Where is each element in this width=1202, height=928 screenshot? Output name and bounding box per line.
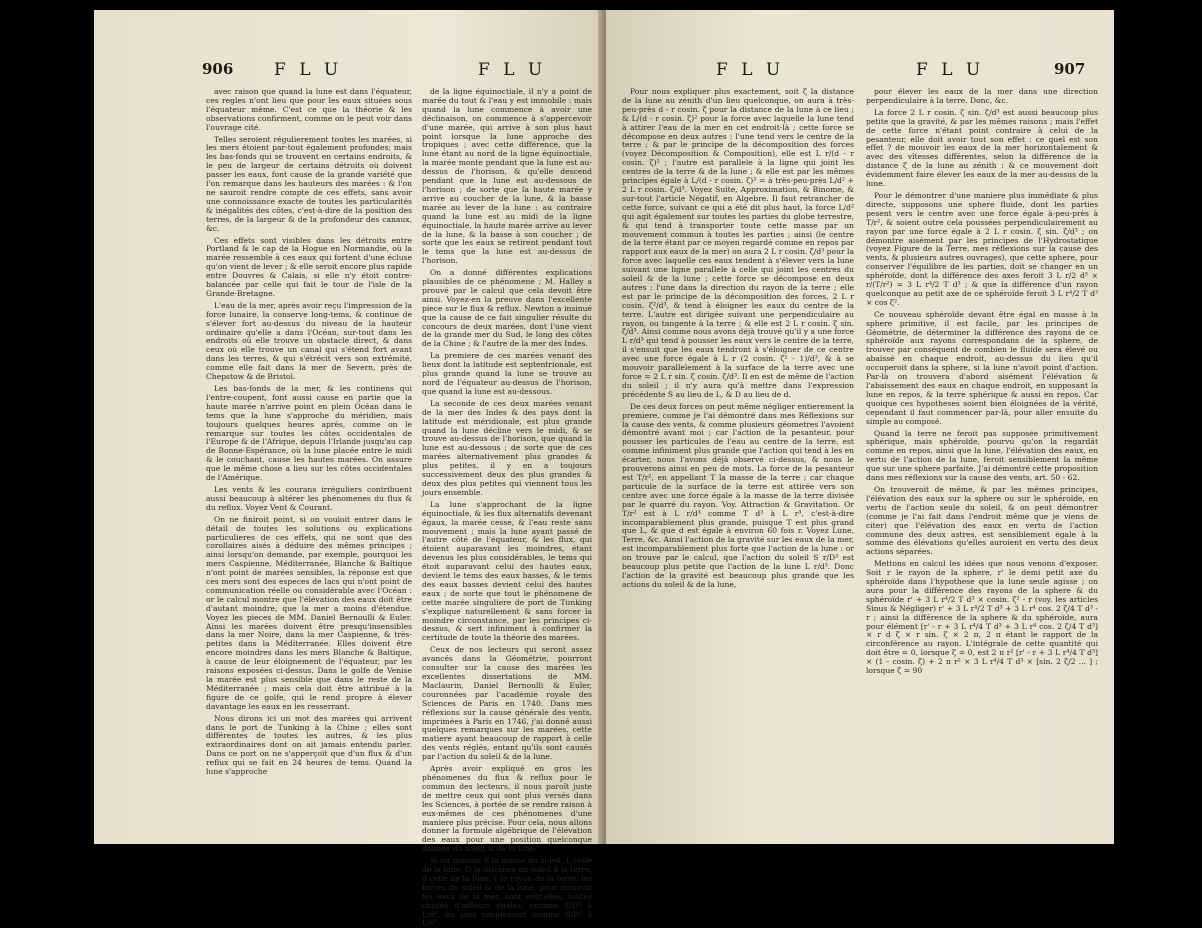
paragraph: Telles seroient régulierement toutes les marées, si les mers étoient par-tout également profondes; mais les bas-fonds qui se trouvent en certains endroits, & le peu de largeur de certains détroits où doivent passer les eaux, font cause de la grande variété que l'on remarque dans les hauteurs des marées : & l'on ne sauroit rendre compte de ces effets, sans avoir une connoissance exacte de toutes les particularités & inégalités des côtes, c'est-à-dire de la position des terres, de la largeur & de la profondeur des canaux, &c.	[206, 134, 412, 233]
paragraph: Ceux de nos lecteurs qui seront assez avancés dans la Géométrie, pourront consulter sur la cause des marées les excellentes dissertations de MM. Maclaurin, Daniel Bernoulli & Euler, couronnées par l'académie royale des Sciences de Paris en 1740. Dans mes réflexions sur la cause générale des vents, imprimées à Paris en 1746, j'ai donné aussi quelques remarques sur les marées, cette matiere ayant beaucoup de rapport à celle des vents réglés, entant qu'ils sont causés par l'action du soleil & de la lune.	[422, 645, 592, 762]
paragraph: Pour le démontrer d'une maniere plus immédiate & plus directe, supposons une sphere fluide, dont les parties pesent vers le centre avec une force égale à-peu-près à T/r², & soient outre cela poussées perpendiculairement au rayon par une force égale à 2 L r cosin. ζ sin. ζ/d³ ; on démontre aisément par les principes de l'Hydrostatique (voyez Figure de la Terre, mes réflexions sur la cause des vents, & plusieurs autres ouvrages), que cette sphere, pour conserver l'équilibre de les parties, doit se changer en un sphéroïde, dont la différence des axes feroit 3 L r/2 d³ × r/(T/r²) = 3 L r⁴/2 T d³ ; & que la différence d'un rayon quelconque au petit axe de ce sphéroïde feroit 3 L r⁴/2 T d³ × cos ζ².	[866, 190, 1098, 307]
paragraph: Ces effets sont visibles dans les détroits entre Portland & le cap de la Hogue en Normandie, où la marée ressemble à ces eaux qui fortent d'une écluse qu'on vient de lever ; & elle seroit encore plus rapide entre Douvres & Calais, si elle n'y étoit contre-balancée par celle qui fait le tour de l'isle de la Grande-Bretagne.	[206, 235, 412, 298]
left-page	[94, 10, 604, 928]
paragraph: Les bas-fonds de la mer, & les continens qui l'entre-coupent, font aussi cause en partie que la haute marée n'arrive point en plein Océan dans le tems que la lune s'approche du méridien, mais toujours quelques heures après, comme on le remarque sur toutes les côtes occidentales de l'Europe & de l'Afrique, depuis l'Irlande jusqu'au cap de Bonne-Espérance, où la lune placée entre le midi & le couchant, cause les hautes marées. On assure que le même chose a lieu sur les côtes occidentales de l'Amérique.	[206, 384, 412, 483]
right-column-1	[622, 88, 854, 834]
right-running-head-1: F L U	[716, 60, 785, 80]
paragraph: de la ligne équinoctiale, il n'y a point de marée du tout & l'eau y est immobile : mais quand la lune commence à avoir une déclinaison, on commence à s'appercevoir d'une marée, qui arrive à son plus haut point lorsque la lune approche des tropiques ; avec cette différence, que la lune étant au nord de la ligne équinoctiale, la marée monte pendant que la lune est au-dessus de l'horison, & qu'elle descend pendant que la lune est au-dessous de l'horison ; de sorte que la haute marée y arrive au coucher de la lune, & la basse marée au lever de la lune : au contraire quand la lune est au midi de la ligne équinoctiale, la haute marée arrive au lever de la lune, & la basse à son coucher ; de sorte que les eaux se retirent pendant tout le tems que la lune est au-dessus de l'horison.	[422, 87, 592, 266]
paragraph: De ces deux forces on peut même négliger entierement la premiere, comme je l'ai démontré dans mes Réflexions sur la cause des vents, & comme plusieurs géometres l'avoient démontré avant moi ; car l'action de la pesanteur, pour pousser les particules de l'eau au centre de la terre, est comme infiniment plus grande que l'action qui tend à les en écarter, nous l'avons déjà observé ci-dessus, & nous le prouverons ainsi en peu de mots. La force de la pesanteur est T/r², en appellant T la masse de la terre ; car chaque particule de la surface de la terre est attirée vers son centre avec une force égale à la masse de la terre divisée par le quarré du rayon. Voy. Attraction & Gravitation. Or T/r² est à L r/d³ comme T d³ à L r³, c'est-à-dire incomparablement plus grande, puisque T est plus grand que L, & que d est égale à environ 60 fois r. Voyez Lune, Terre, &c. Ainsi l'action de la gravité sur les eaux de la mer, est incomparablement plus forte que l'action de la lune : or on trouve par le calcul, que l'action du soleil S r/D³ est beaucoup plus petite que l'action de la lune L r/d³. Donc l'action de la gravité est beaucoup plus grande que les actions du soleil & de la lune,	[622, 401, 854, 589]
paragraph: Après avoir expliqué en gros les phénomenes du flux & reflux pour le commun des lecteurs, il nous paroît juste de mettre ceux qui sont plus versés dans les Sciences, à portée de se rendre raison à eux-mêmes de ces phénomenes d'une maniere plus précise. Pour cela, nous allons donner la formule algébrique de l'élévation des eaux pour une position quelconque donnée du soleil & de la lune.	[422, 764, 592, 854]
paragraph: L'eau de la mer, après avoir reçu l'impression de la force lunaire, la conserve long-tems, & continue de s'élever fort au-dessus du niveau de la hauteur ordinaire qu'elle a dans l'Océan, sur-tout dans les endroits où elle trouve un obstacle direct, & dans ceux où elle trouve un canal qui s'étend fort avant dans les terres, & qui s'étrécit vers son extrémité, comme elle fait dans la mer de Severn, près de Chepstow & de Bristol.	[206, 300, 412, 382]
left-page-columns	[94, 87, 604, 928]
paragraph: Nous dirons ici un mot des marées qui arrivent dans le port de Tunking à la Chine ; elles sont différentes de toutes les autres, & les plus extraordinaires dont on ait jamais entendu parler. Dans ce port on ne s'apperçoit que d'un flux & d'un reflux qui se fait en 24 heures de tems. Quand la lune s'approche	[206, 713, 412, 777]
left-page-header	[94, 58, 604, 86]
paragraph: Les vents & les courans irréguliers contribuent aussi beaucoup à altérer les phénomenes du flux & du reflux. Voyez Vent & Courant.	[206, 484, 412, 512]
left-running-head-2: F L U	[478, 60, 547, 80]
paragraph: Si on nomme S la masse du soleil, L celle de la lune, D la distance du soleil à la terre, d celle de la lune, r le rayon de la terre, les forces du soleil & de la lune, pour mouvoir les eaux de la mer, sont entr'elles, toutes choses d'ailleurs égales, comme S/D³ à L/d³, ou plus simplement comme S/D³ à L/d³.	[422, 856, 592, 928]
right-page-header	[606, 58, 1114, 86]
right-page-number: 907	[1054, 60, 1086, 78]
paragraph: On trouveroit de même, & par les mêmes principes, l'élévation des eaux sur la sphere ou sur le sphéroïde, en vertu de l'action seule du soleil, & on peut démontrer (comme je l'ai fait dans l'endroit même que je viens de citer) que l'élévation des eaux en vertu de l'action commune des deux astres, est sensiblement égale à la somme des élévations qu'elles auroient en vertu des deux actions séparées.	[866, 484, 1098, 557]
right-column-2	[866, 88, 1098, 834]
right-running-head-2: F L U	[916, 60, 985, 80]
paragraph: Mettons en calcul les idées que nous venons d'exposer. Soit r le rayon de la sphere, r' le demi petit axe du sphéroïde dans l'hypothese que la lune seule agisse ; on aura pour la différence des rayons de la sphere & du sphéroïde r' + 3 L r⁴/2 T d³ × cosin. ζ² - r (voy. les articles Sinus & Négliger) r' + 3 L r⁴/2 T d³ + 3 L r⁴ cos. 2 ζ/4 T d³ - r ; ainsi la différence de la sphere & du sphéroïde, aura pour élément [r' - r + 3 L r⁴/4 T d³ + 3 L r⁴ cos. 2 ζ/4 T d³] × r d ζ × r sin. ζ × 2 π, 2 π étant le rapport de la circonférence au rayon. L'intégrale de cette quantité qui doit être = 0, lorsque ζ = 0, est 2 π r² [r' - r + 3 L r⁴/4 T d³] × (1 - cosin. ζ) + 2 π r² × 3 L r⁴/4 T d³ × [sin. 2 ζ/2 ... ] ; lorsque ζ = 90	[866, 559, 1098, 676]
left-page-number: 906	[202, 60, 234, 78]
left-column-1	[206, 88, 412, 834]
paragraph: La premiere de ces marées venant des lieux dont la latitude est septentrionale, est plus grande quand la lune se trouve au nord de l'équateur au-dessus de l'horison, que quand la lune est au-dessous.	[422, 351, 592, 396]
right-page-columns	[606, 88, 1114, 834]
paragraph: pour élever les eaux de la mer dans une direction perpendiculaire à la terre. Donc, &c.	[866, 87, 1098, 105]
paragraph: Ce nouveau sphéroïde devant être égal en masse à la sphere primitive, il est facile, par les principes de Géométrie, de déterminer la différence des rayons de ce sphéroïde aux rayons correspondans de la sphere, de trouver par conséquent de combien le fluide sera élevé ou abaissé en chaque endroit, au-dessus du lieu qu'il occuperoit dans la sphere, si la lune n'avoit point d'action. Par-là on trouvera d'abord aisément l'élévation & l'abaissement des eaux en chaque endroit, en supposant la lune en repos, & la terre sphérique & aussi en repos. Car quoique ces hypotheses soient bien éloignées de la vérité, cependant il faut commencer par-là, pour aller ensuite du simple au composé.	[866, 309, 1098, 426]
paragraph: La seconde de ces deux marées venant de la mer des Indes & des pays dont la latitude est méridionale, est plus grande quand la lune décline vers le midi, & se trouve au-dessus de l'horison, que quand la lune est au-dessous ; de sorte que de ces marées alternativement plus grandes & plus petites, il y en a toujours successivement deux des plus grandes & deux des plus petites qui viennent tous les jours ensemble.	[422, 398, 592, 497]
paragraph: Pour nous expliquer plus exactement, soit ζ la distance de la lune au zénith d'un lieu quelconque, on aura à très-peu-près d - r cosin. ζ pour la distance de la lune à ce lieu ; & L/(d - r cosin. ζ)² pour la force avec laquelle la lune tend à attirer l'eau de la mer en cet endroit-là ; cette force se décompose en deux autres : l'une tend vers le centre de la terre ; & par le principe de la décomposition des forces (voyez Décomposition & Composition), elle est L r/(d - r cosin. ζ)² ; l'autre est parallele à la ligne qui joint les centres de la terre & de la lune ; & elle est par les mêmes principes égale à L/(d - r cosin. ζ)² = à très-peu-près L/d² + 2 L r cosin. ζ/d³. Voyez Suite, Approximation, & Binome, & sur-tout l'article Négatif, en Algebre. Il faut retrancher de cette force, suivant ce qui a été dit plus haut, la force L/d² qui agit également sur toutes les parties du globe terrestre, & qui tend à transporter toute cette masse par un mouvement commun à toutes les parties ; ainsi (le centre de la terre étant par ce moyen regardé comme en repos par rapport aux eaux de la mer) on aura 2 L r cosin. ζ/d³ pour la force avec laquelle ces eaux tendent à s'élever vers la lune suivant une ligne parallele à celle qui joint les centres du soleil & de la lune ; cette force se décompose en deux autres : l'une dans la direction du rayon de la terre ; elle est par le principe de la décomposition des forces, 2 L r cosin. ζ²/d³, & tend à éloigner les eaux du centre de la terre. L'autre est dirigée suivant une perpendiculaire au rayon, ou tangente à la terre ; & elle est 2 L r cosin. ζ sin. ζ/d³. Ainsi comme nous avons déjà trouvé qu'il y a une force L r/d³ qui tend à pousser les eaux vers le centre de la terre, il s'ensuit que les eaux tendront à s'éloigner de ce centre avec une force égale à L r (2 cosin. ζ² - 1)/d³, & à se mouvoir parallelement à la surface de la terre avec une force = 2 L r sin. ζ cosin. ζ/d³. Il en est de même de l'action du soleil ; il n'y aura qu'à mettre dans l'expression précédente S au lieu de L, & D au lieu de d.	[622, 87, 854, 399]
paragraph: La lune s'approchant de la ligne équinoctiale, & les flux alternatifs devenant égaux, la marée cesse, & l'eau reste sans mouvement ; mais la lune ayant passé de l'autre côté de l'équateur, & les flux, qui étoient auparavant les moindres, étant devenus les plus considérables, le tems qui étoit auparavant celui des hautes eaux, devient le tems des eaux basses, & le tems des eaux basses devient celui des hautes eaux ; de sorte que tout le phénomene de cette marée singuliere de port de Tunking s'explique naturellement & sans forcer la moindre circonstance, par les principes ci-dessus, & sert infiniment à confirmer la certitude de toute la théorie des marées.	[422, 499, 592, 643]
right-page	[606, 10, 1114, 844]
paragraph: On ne finiroit point, si on vouloit entrer dans le détail de toutes les solutions ou explications particulieres de ces effets, qui ne sont que des corollaires aisés à déduire des mêmes principes ; ainsi lorsqu'on demande, par exemple, pourquoi les mers Caspienne, Méditerranée, Blanche & Baltique n'ont point de marées sensibles, la réponse est que ces mers sont des especes de lacs qui n'ont point de communication réelle ou considérable avec l'Océan : or le calcul montre que l'élévation des eaux doit être d'autant moindre, que la mer a moins d'étendue. Voyez les pieces de MM. Daniel Bernoulli & Euler. Ainsi les marées doivent être presqu'insensibles dans la mer Noire, dans la mer Caspienne, & très-petites dans la Méditerranée. Elles doivent être encore moindres dans les mers Blanche & Baltique, à cause de leur éloignement de l'équateur, par les raisons exposées ci-dessus. Dans le golfe de Venise la marée est plus sensible que dans le reste de la Méditerranée ; mais cela doit être attribué à la figure de ce golfe, qui le rend propre à élever davantage les eaux en les resserrant.	[206, 514, 412, 711]
left-running-head-1: F L U	[274, 60, 343, 80]
paragraph: La force 2 L r cosin. ζ sin. ζ/d³ est aussi beaucoup plus petite que la gravité, & par les mêmes raisons ; mais l'effet de cette force n'étant point contraire à celui de la pesanteur, elle doit avoir tout son effet : ce quel est son effet ? de mouvoir les eaux de la mer horizontalement & avec des vîtesses différentes, selon la différence de la distance ζ de la lune au zénith : & ce mouvement doit évidemment faire élever les eaux de la mer au-dessus de la lune.	[866, 107, 1098, 189]
left-column-2	[422, 87, 592, 928]
paragraph: avec raison que quand la lune est dans l'équateur, ces regles n'ont lieu que pour les eaux situées sous l'équateur même. C'est ce que la théorie & les observations confirment, comme on le peut voir dans l'ouvrage cité.	[206, 87, 412, 132]
paragraph: On a donné différentes explications plausibles de ce phénomene ; M. Halley a prouvé par le calcul que cela devoit être ainsi. Voyez-en la preuve dans l'excellente piece sur le flux & reflux. Newton a insinué que la cause de ce fait singulier résulte du concours de deux marées, dont l'une vient de la grande mer du Sud, le long des côtes de la Chine ; & l'autre de la mer des Indes.	[422, 268, 592, 349]
paragraph: Quand la terre ne feroit pas supposée primitivement sphérique, mais sphéroïde, pourvu qu'on la regardât comme en repos, ainsi que la lune, l'élévation des eaux, en vertu de l'action de la lune, feroit sensiblement la même que sur une sphere parfaite. J'ai démontré cette proposition dans mes réflexions sur la cause des vents, art. 50 - 62.	[866, 428, 1098, 483]
